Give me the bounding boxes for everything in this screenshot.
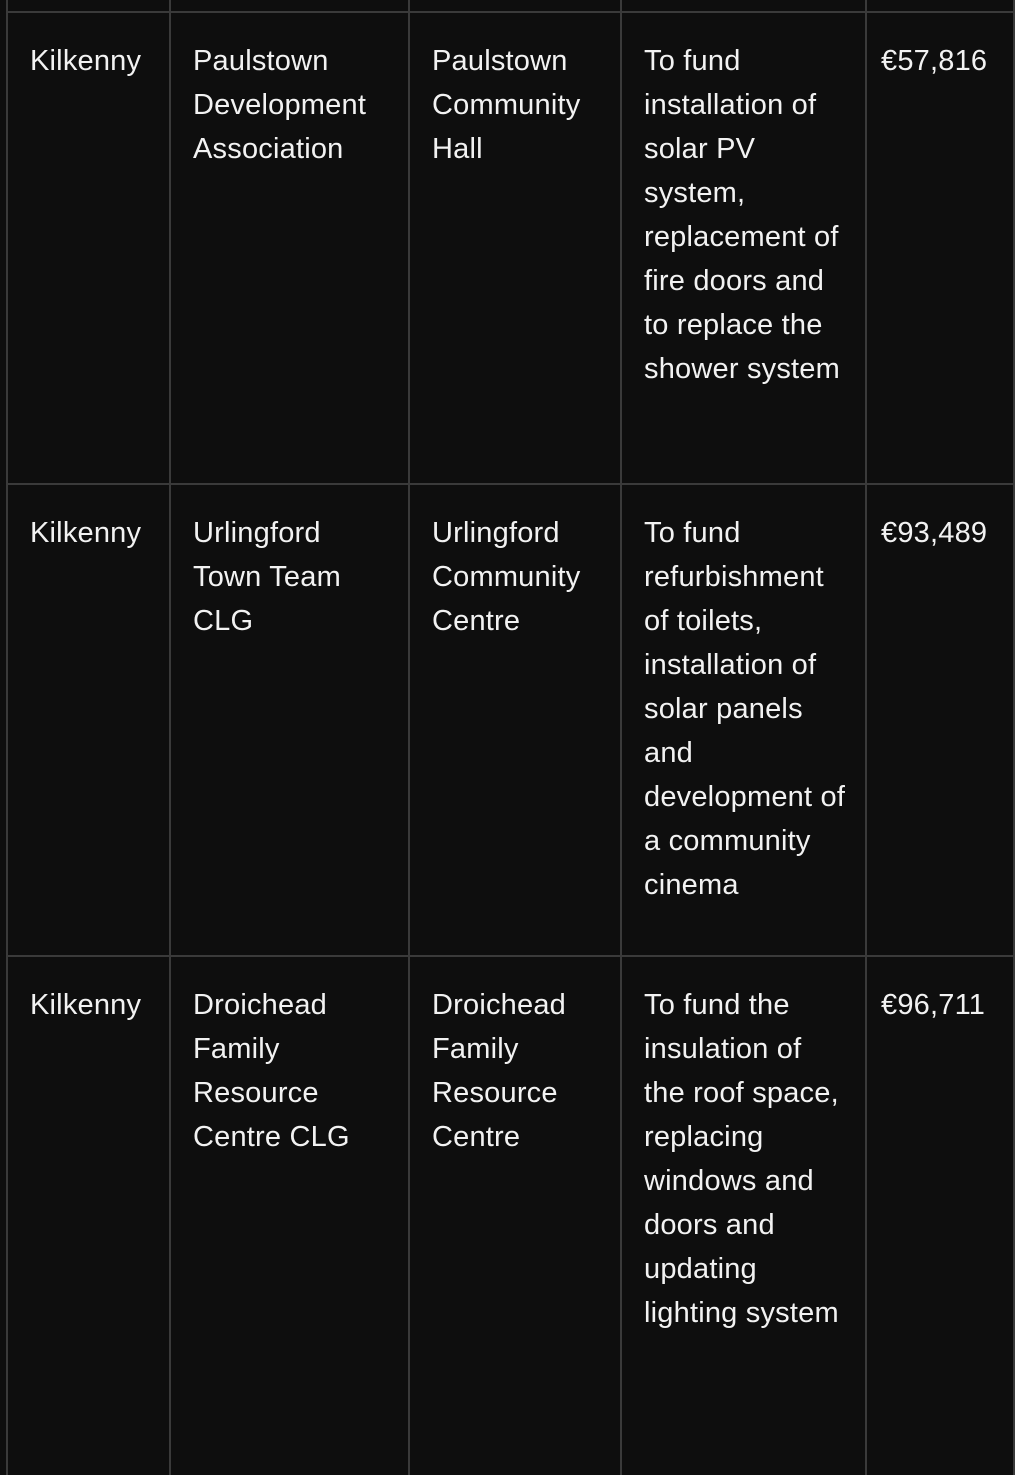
table-row — [7, 12, 1014, 484]
grants-table-container — [6, 0, 1013, 1475]
amount-cell: €96,711 — [866, 956, 1014, 1475]
purpose-cell: To fund the insulation of the roof space, replacing windows and doors and updating lighting system — [621, 956, 866, 1475]
county-cell: Kilkenny — [7, 12, 170, 484]
table-row — [7, 956, 1014, 1475]
applicant-cell: Droichead Family Resource Centre CLG — [170, 956, 409, 1475]
county-cell: Kilkenny — [7, 484, 170, 956]
amount-cell: €57,816 — [866, 12, 1014, 484]
facility-cell: Droichead Family Resource Centre — [409, 956, 621, 1475]
grants-table — [6, 0, 1015, 1475]
amount-cell: €93,489 — [866, 484, 1014, 956]
facility-cell: Paulstown Community Hall — [409, 12, 621, 484]
purpose-cell: To fund installation of solar PV system, replacement of fire doors and to replace the shower system — [621, 12, 866, 484]
table-row — [7, 484, 1014, 956]
facility-cell: Urlingford Community Centre — [409, 484, 621, 956]
applicant-cell: Paulstown Development Association — [170, 12, 409, 484]
purpose-cell: To fund refurbishment of toilets, installation of solar panels and development of a community cinema — [621, 484, 866, 956]
county-cell: Kilkenny — [7, 956, 170, 1475]
table-row-partial — [7, 0, 1014, 12]
applicant-cell: Urlingford Town Team CLG — [170, 484, 409, 956]
